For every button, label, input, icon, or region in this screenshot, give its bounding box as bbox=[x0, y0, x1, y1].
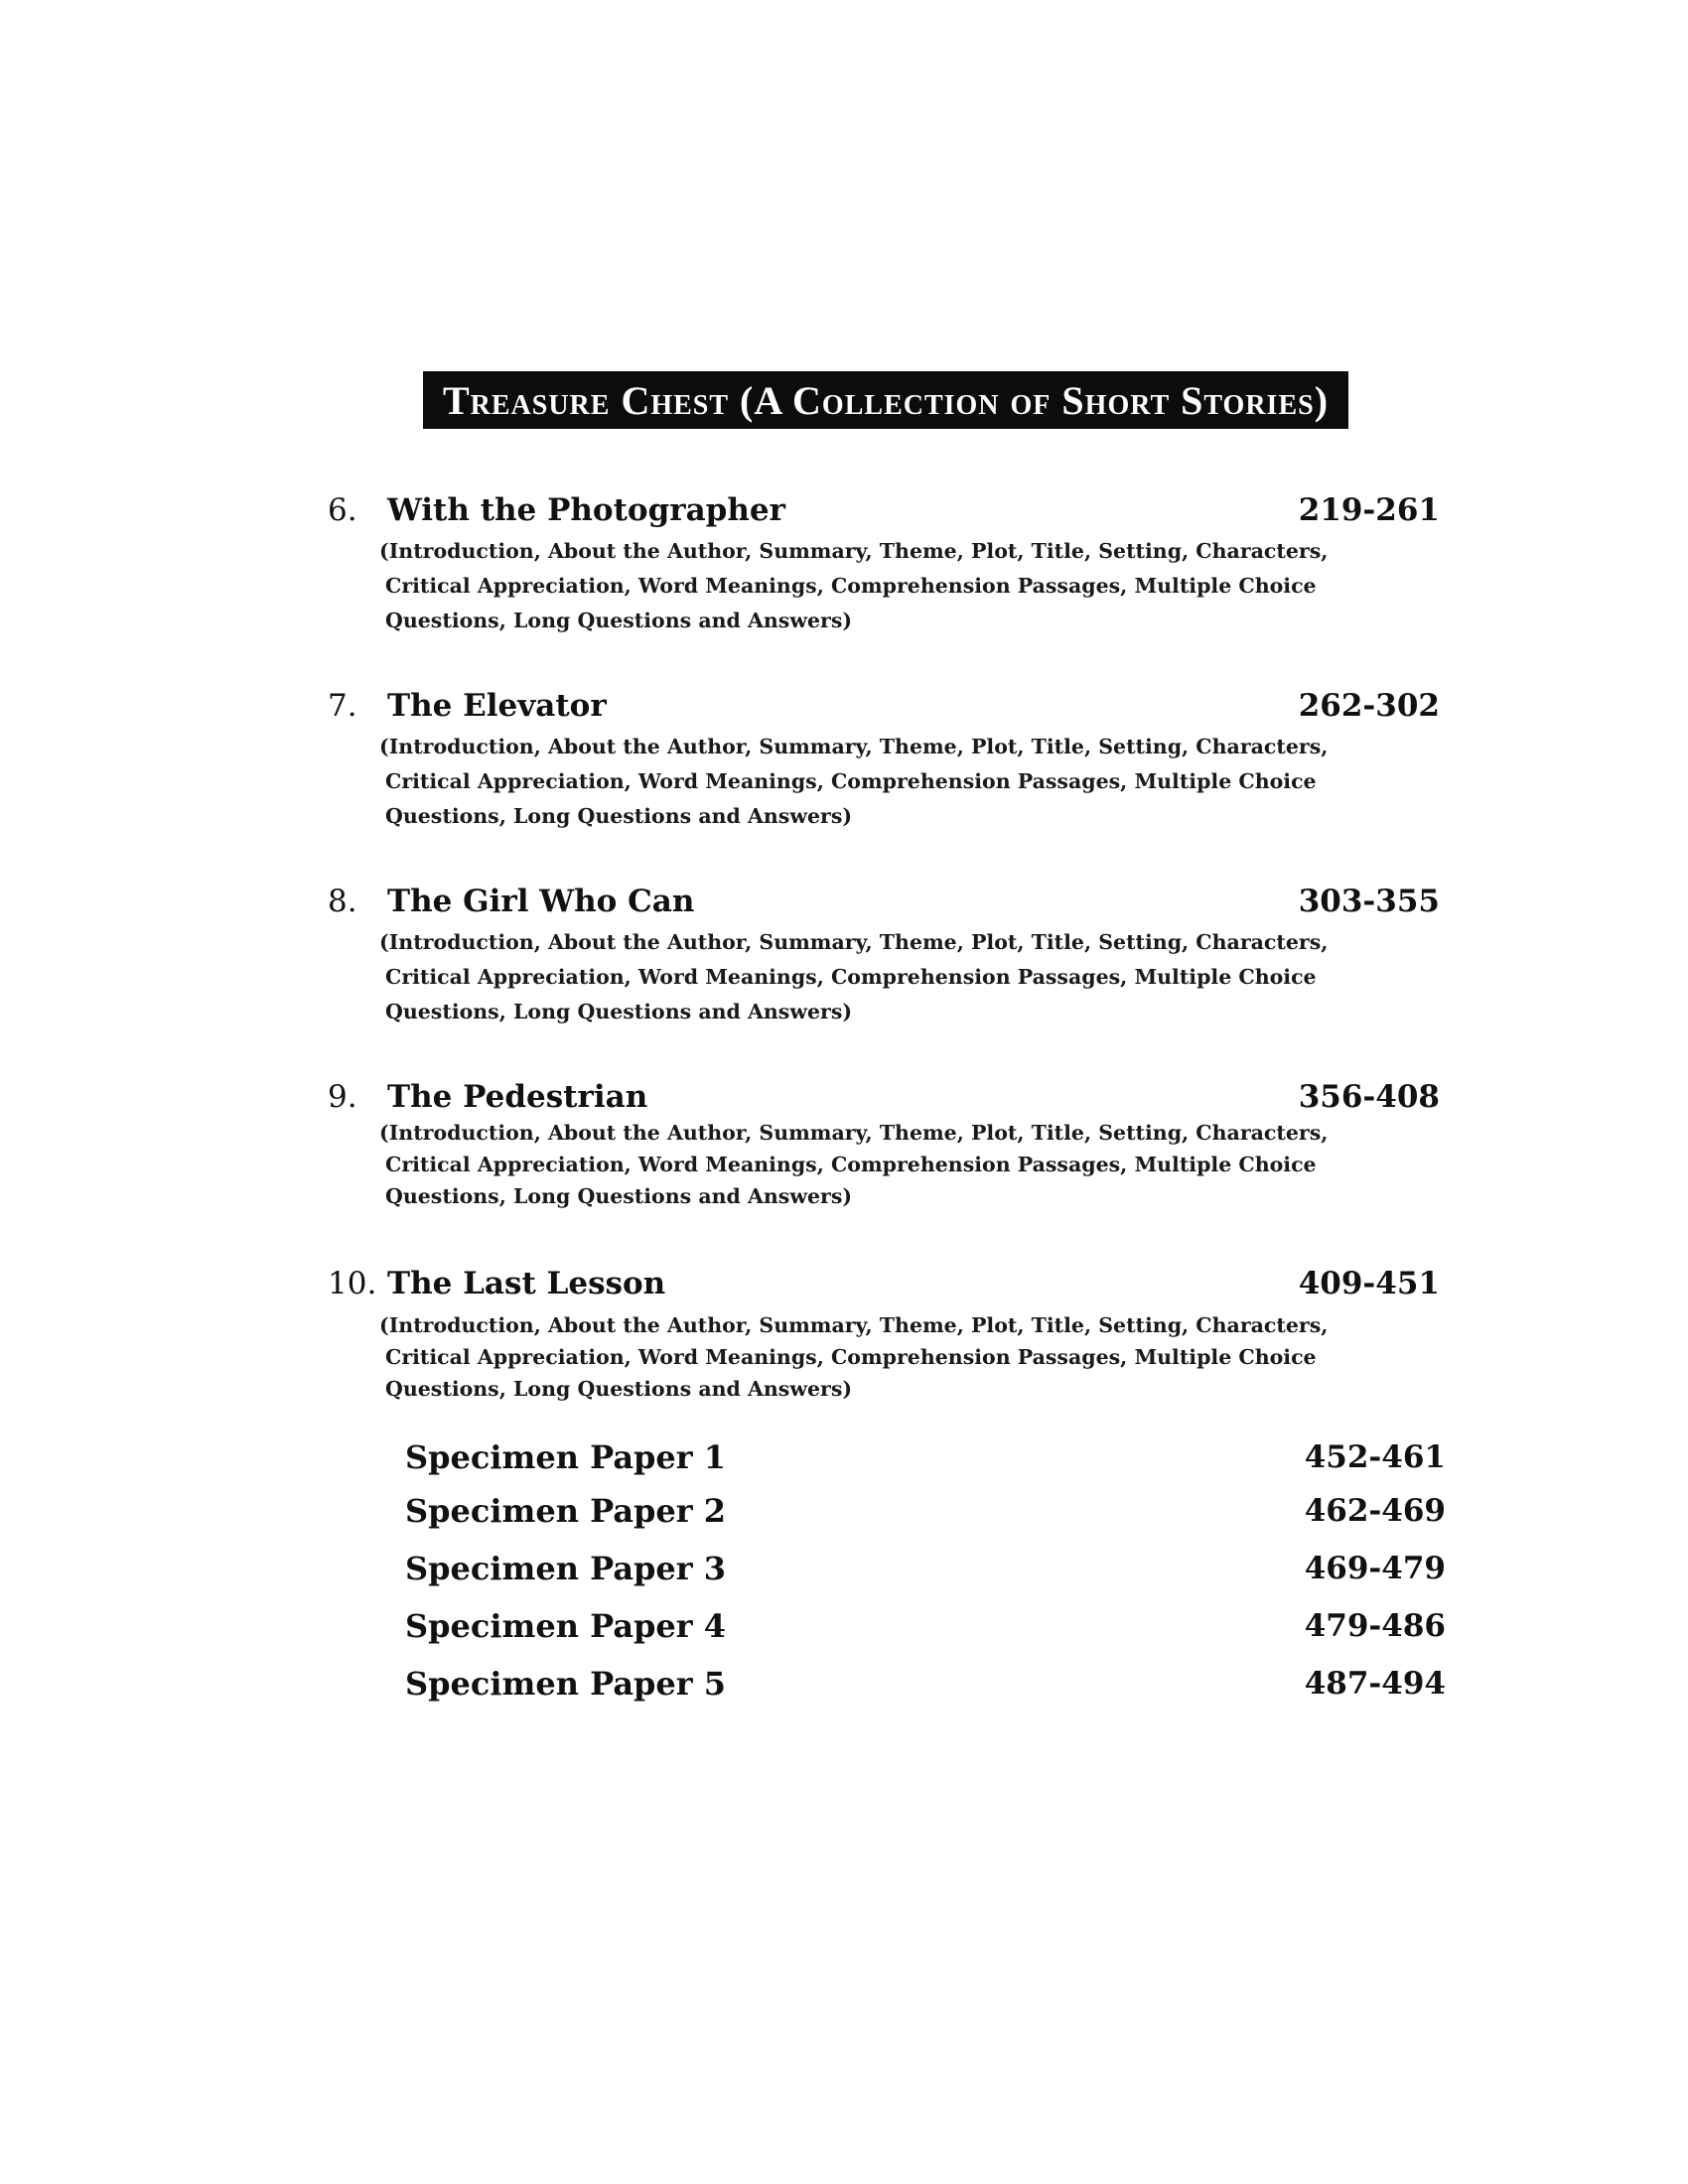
chapter-contents-description bbox=[379, 925, 1329, 1029]
chapter-number: 8. bbox=[328, 884, 357, 919]
description-line: Critical Appreciation, Word Meanings, Comprehension Passages, Multiple Choice bbox=[385, 965, 1317, 989]
chapter-number: 10. bbox=[328, 1266, 377, 1301]
description-line: (Introduction, About the Author, Summary, Theme, Plot, Title, Setting, Characters, bbox=[379, 1313, 1329, 1337]
toc-entry-specimen-paper-2[interactable] bbox=[405, 1489, 1446, 1533]
specimen-paper-page-range: 469-479 bbox=[1304, 1551, 1446, 1586]
specimen-paper-title[interactable]: Specimen Paper 3 bbox=[405, 1550, 727, 1587]
description-line: Critical Appreciation, Word Meanings, Comprehension Passages, Multiple Choice bbox=[385, 1345, 1317, 1369]
specimen-paper-page-range: 462-469 bbox=[1304, 1493, 1446, 1529]
description-line: Questions, Long Questions and Answers) bbox=[385, 1000, 853, 1024]
chapter-number: 7. bbox=[328, 688, 357, 724]
description-line: Questions, Long Questions and Answers) bbox=[385, 804, 853, 828]
specimen-paper-page-range: 487-494 bbox=[1304, 1666, 1446, 1702]
specimen-paper-title[interactable]: Specimen Paper 2 bbox=[405, 1492, 727, 1530]
description-line: Questions, Long Questions and Answers) bbox=[385, 1184, 853, 1208]
chapter-page-range: 262-302 bbox=[1298, 688, 1440, 724]
description-line: Critical Appreciation, Word Meanings, Comprehension Passages, Multiple Choice bbox=[385, 769, 1317, 793]
description-line: (Introduction, About the Author, Summary, Theme, Plot, Title, Setting, Characters, bbox=[379, 930, 1329, 954]
chapter-page-range: 219-261 bbox=[1298, 492, 1440, 528]
chapter-contents-description bbox=[379, 1117, 1329, 1212]
description-line: (Introduction, About the Author, Summary, Theme, Plot, Title, Setting, Characters, bbox=[379, 735, 1329, 758]
description-line: Questions, Long Questions and Answers) bbox=[385, 1377, 853, 1401]
chapter-page-range: 409-451 bbox=[1298, 1266, 1440, 1301]
chapter-title[interactable]: The Elevator bbox=[387, 688, 607, 724]
description-line: Critical Appreciation, Word Meanings, Comprehension Passages, Multiple Choice bbox=[385, 1153, 1317, 1176]
chapter-title[interactable]: The Girl Who Can bbox=[387, 884, 695, 919]
chapter-contents-description bbox=[379, 534, 1329, 638]
description-line: (Introduction, About the Author, Summary, Theme, Plot, Title, Setting, Characters, bbox=[379, 539, 1329, 563]
description-line: Critical Appreciation, Word Meanings, Comprehension Passages, Multiple Choice bbox=[385, 574, 1317, 598]
chapter-number: 6. bbox=[328, 492, 357, 528]
chapter-contents-description bbox=[379, 730, 1329, 834]
specimen-paper-title[interactable]: Specimen Paper 5 bbox=[405, 1665, 727, 1703]
description-line: (Introduction, About the Author, Summary, Theme, Plot, Title, Setting, Characters, bbox=[379, 1121, 1329, 1145]
specimen-paper-page-range: 479-486 bbox=[1304, 1608, 1446, 1644]
chapter-page-range: 303-355 bbox=[1298, 884, 1440, 919]
description-line: Questions, Long Questions and Answers) bbox=[385, 609, 853, 632]
chapter-page-range: 356-408 bbox=[1298, 1079, 1440, 1115]
section-title-banner bbox=[423, 371, 1348, 429]
specimen-paper-title[interactable]: Specimen Paper 4 bbox=[405, 1607, 727, 1645]
toc-entry-specimen-paper-5[interactable] bbox=[405, 1662, 1446, 1706]
specimen-paper-title[interactable]: Specimen Paper 1 bbox=[405, 1438, 727, 1476]
chapter-title[interactable]: With the Photographer bbox=[387, 492, 785, 528]
toc-entry-specimen-paper-1[interactable] bbox=[405, 1435, 1446, 1479]
chapter-title[interactable]: The Last Lesson bbox=[387, 1266, 666, 1301]
chapter-contents-description bbox=[379, 1309, 1329, 1405]
toc-entry-specimen-paper-3[interactable] bbox=[405, 1547, 1446, 1590]
toc-entry-specimen-paper-4[interactable] bbox=[405, 1604, 1446, 1648]
specimen-paper-page-range: 452-461 bbox=[1304, 1439, 1446, 1475]
chapter-title[interactable]: The Pedestrian bbox=[387, 1079, 648, 1115]
chapter-number: 9. bbox=[328, 1079, 357, 1115]
section-title: Treasure Chest (A Collection of Short Stories) bbox=[442, 377, 1330, 423]
